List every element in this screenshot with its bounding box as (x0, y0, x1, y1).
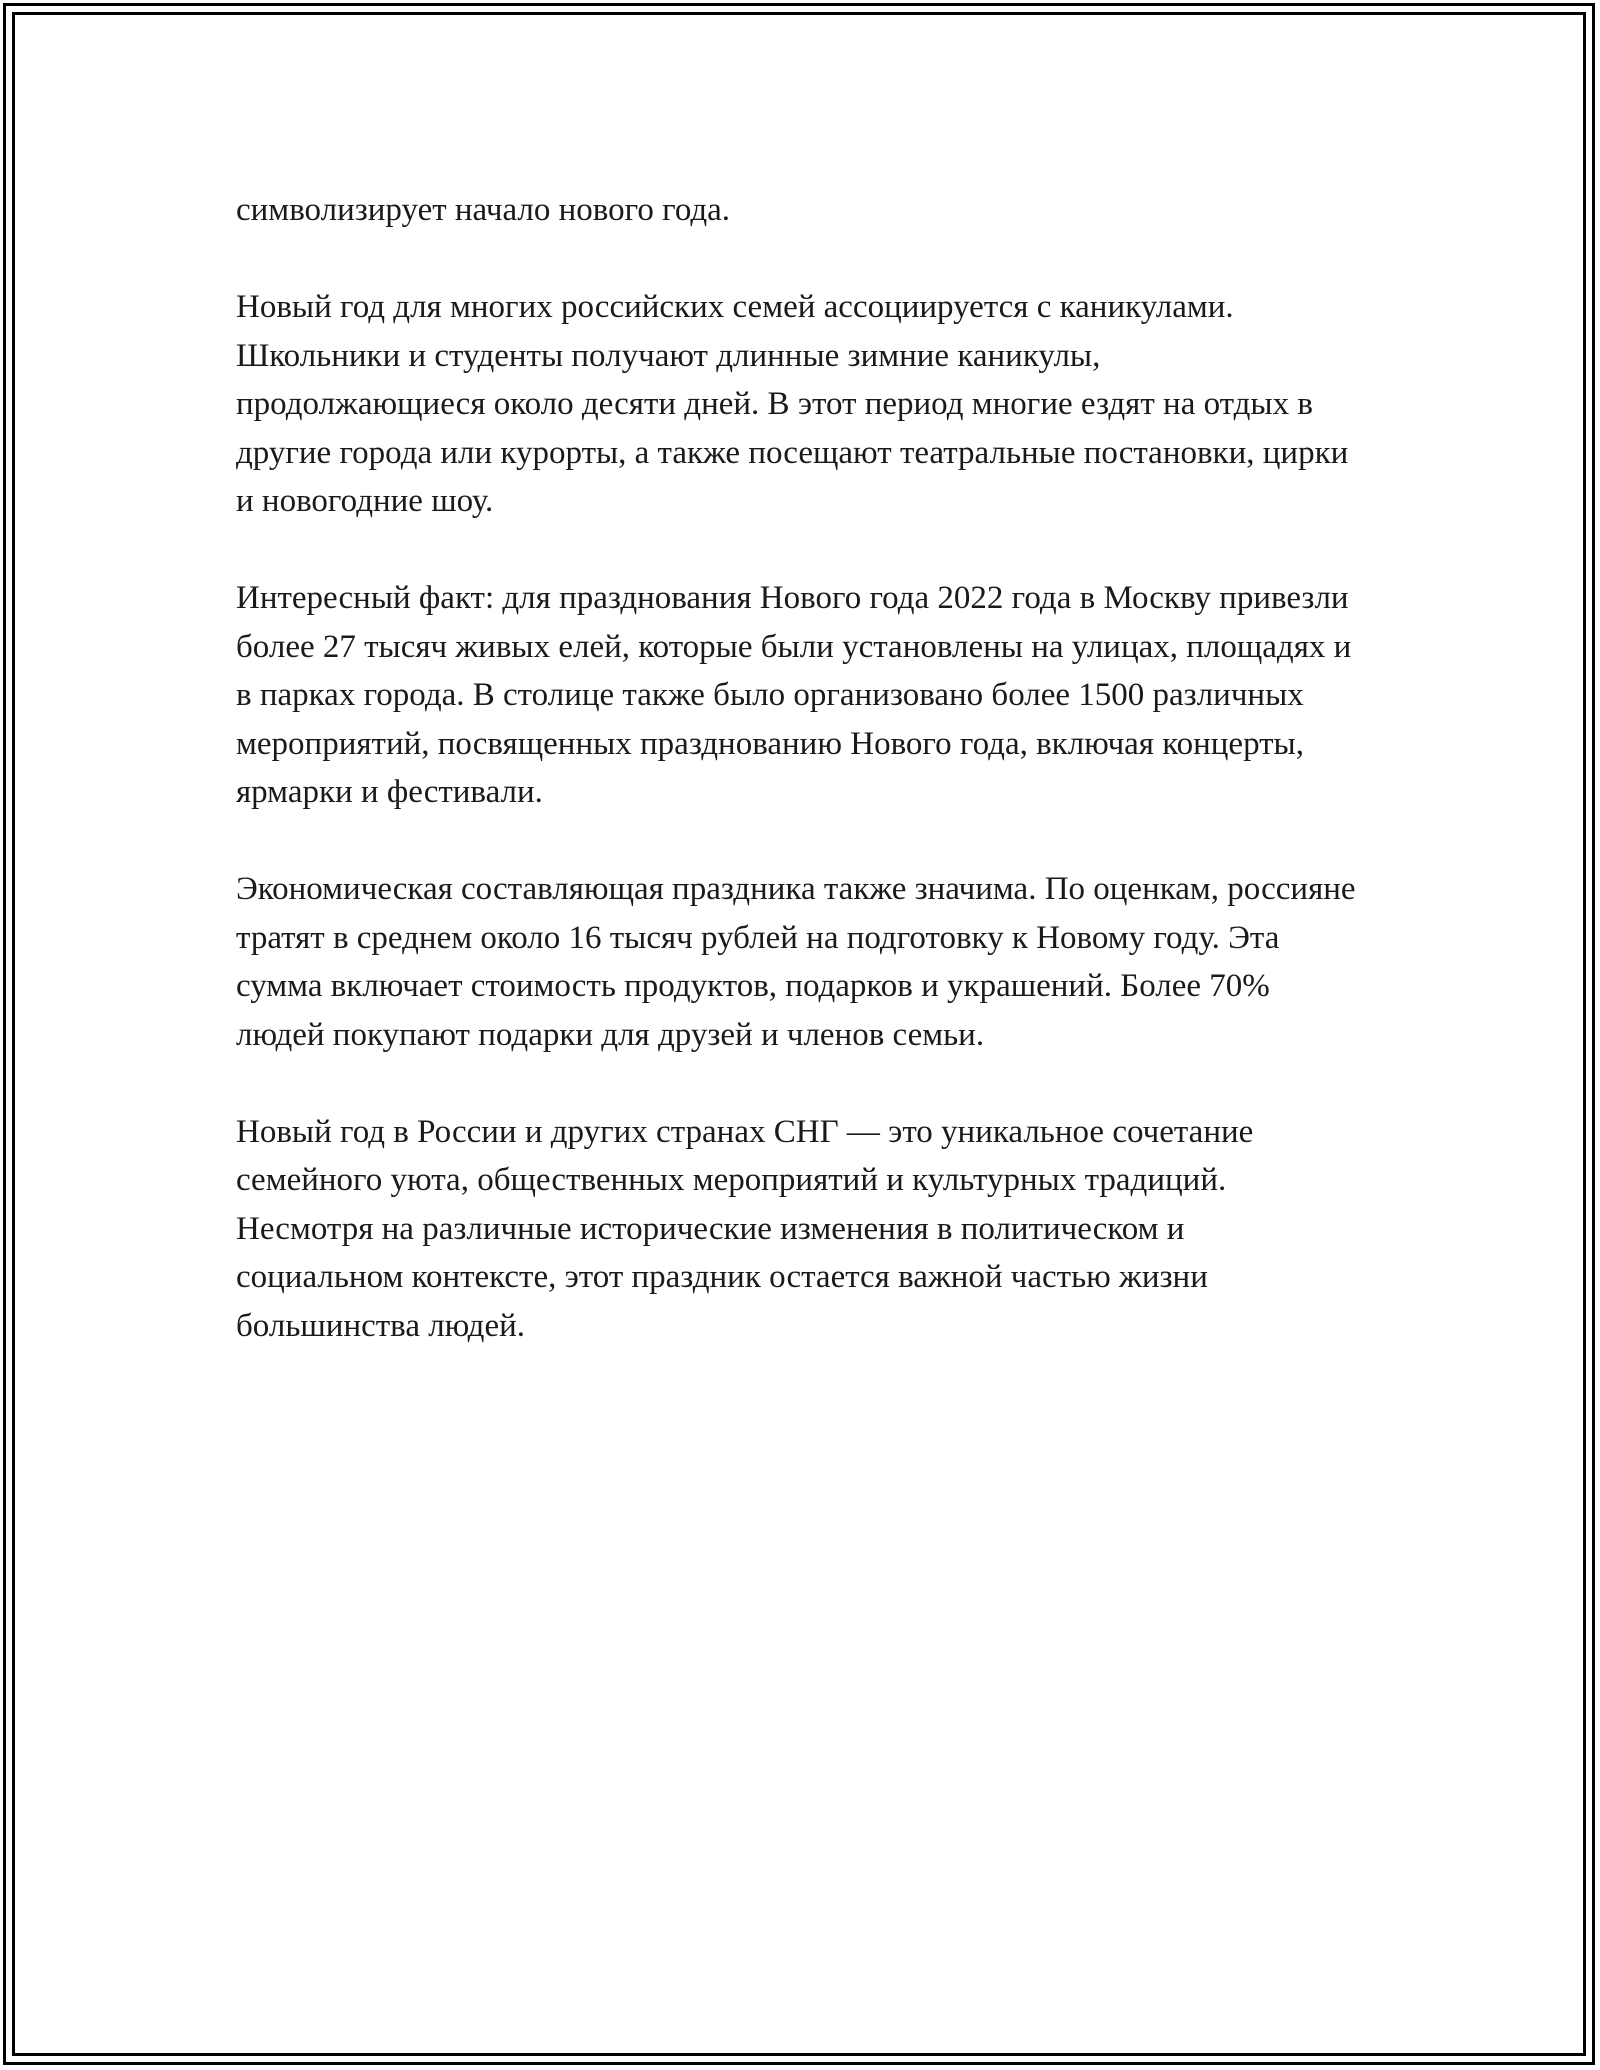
paragraph-holidays: Новый год для многих российских семей ассоциируется с каникулами. Школьники и студенты получают длинные зимние каникулы, продолжающиеся около десяти дней. В этот период многие ездят на отдых в другие города или курорты, а также посещают театральные постановки, цирки и новогодние шоу. (236, 289, 1349, 519)
paragraph-economics: Экономическая составляющая праздника также значима. По оценкам, россияне тратят в среднем около 16 тысяч рублей на подготовку к Новому году. Эта сумма включает стоимость продуктов, подарков и украшений. Более 70% людей покупают подарки для друзей и членов семьи. (236, 871, 1356, 1053)
document-body (236, 186, 1356, 1399)
paragraph-conclusion: Новый год в России и других странах СНГ — это уникальное сочетание семейного уюта, общественных мероприятий и культурных традиций. Несмотря на различные исторические изменения в политическом и социальном контексте, этот праздник остается важной частью жизни большинства людей. (236, 1113, 1254, 1344)
paragraph-interesting-fact: Интересный факт: для празднования Нового года 2022 года в Москву привезли более 27 тысяч живых елей, которые были установлены на улицах, площадях и в парках города. В столице также было организовано более 1500 различных мероприятий, посвященных празднованию Нового года, включая концерты, ярмарки и фестивали. (236, 580, 1352, 810)
paragraph-continuation: символизирует начало нового года. (236, 192, 731, 228)
